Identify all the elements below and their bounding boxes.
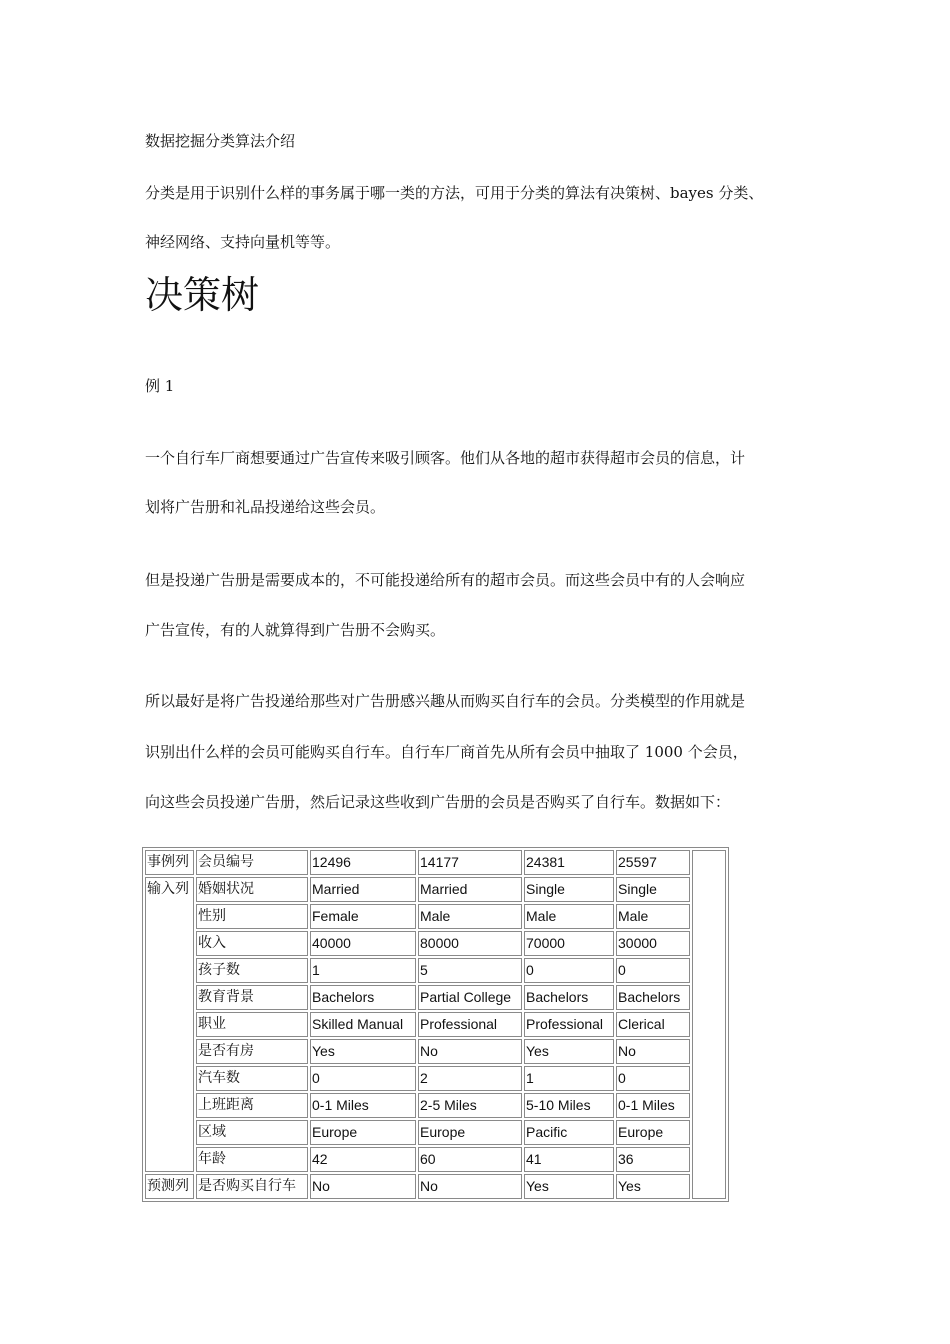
example-label: 例 1	[145, 377, 175, 395]
member-value-cell: Single	[616, 877, 690, 902]
member-value-cell: No	[310, 1174, 416, 1199]
table-row	[145, 1066, 726, 1091]
table-row	[145, 1174, 726, 1199]
table-row	[145, 958, 726, 983]
paragraph-3-line-1: 所以最好是将广告投递给那些对广告册感兴趣从而购买自行车的会员。分类模型的作用就是	[145, 692, 746, 710]
paragraph-2-line-1: 但是投递广告册是需要成本的，不可能投递给所有的超市会员。而这些会员中有的人会响应	[145, 571, 746, 589]
table-row	[145, 1093, 726, 1118]
member-value-cell: Single	[524, 877, 614, 902]
member-value-cell: 0	[524, 958, 614, 983]
paragraph-3-line-2: 识别出什么样的会员可能购买自行车。自行车厂商首先从所有会员中抽取了 1000 个会员，	[145, 743, 748, 761]
member-value-cell: Europe	[418, 1120, 522, 1145]
column-role-cell: 事例列	[145, 850, 194, 875]
paragraph-2-line-2: 广告宣传，有的人就算得到广告册不会购买。	[145, 621, 446, 639]
member-value-cell: Pacific	[524, 1120, 614, 1145]
table-row	[145, 1012, 726, 1037]
attribute-name-cell: 教育背景	[196, 985, 308, 1010]
member-value-cell: 12496	[310, 850, 416, 875]
member-value-cell: 40000	[310, 931, 416, 956]
member-value-cell: Married	[418, 877, 522, 902]
table-row	[145, 850, 726, 875]
table-row	[145, 931, 726, 956]
member-value-cell: Clerical	[616, 1012, 690, 1037]
section-heading: 决策树	[145, 273, 260, 317]
member-value-cell: Male	[418, 904, 522, 929]
member-value-cell: Yes	[524, 1174, 614, 1199]
column-role-cell: 预测列	[145, 1174, 194, 1199]
table-body	[145, 850, 726, 1199]
member-value-cell: 36	[616, 1147, 690, 1172]
member-value-cell: 1	[310, 958, 416, 983]
member-value-cell: No	[616, 1039, 690, 1064]
empty-column-cell	[692, 850, 726, 1199]
document-title: 数据挖掘分类算法介绍	[145, 132, 296, 150]
member-value-cell: 1	[524, 1066, 614, 1091]
attribute-name-cell: 性别	[196, 904, 308, 929]
member-value-cell: Yes	[616, 1174, 690, 1199]
member-value-cell: 5	[418, 958, 522, 983]
attribute-name-cell: 职业	[196, 1012, 308, 1037]
paragraph-1-line-2: 划将广告册和礼品投递给这些会员。	[145, 498, 386, 516]
member-value-cell: 0	[310, 1066, 416, 1091]
attribute-name-cell: 会员编号	[196, 850, 308, 875]
member-value-cell: Yes	[524, 1039, 614, 1064]
member-value-cell: Professional	[418, 1012, 522, 1037]
member-value-cell: 30000	[616, 931, 690, 956]
table-row	[145, 1120, 726, 1145]
attribute-name-cell: 年龄	[196, 1147, 308, 1172]
member-value-cell: Male	[524, 904, 614, 929]
member-value-cell: 0-1 Miles	[616, 1093, 690, 1118]
member-value-cell: No	[418, 1039, 522, 1064]
member-data-table	[142, 847, 729, 1202]
member-value-cell: 80000	[418, 931, 522, 956]
member-value-cell: 2	[418, 1066, 522, 1091]
member-value-cell: Male	[616, 904, 690, 929]
intro-line-1: 分类是用于识别什么样的事务属于哪一类的方法，可用于分类的算法有决策树、bayes 分类、	[145, 184, 764, 202]
table-row	[145, 985, 726, 1010]
member-value-cell: 2-5 Miles	[418, 1093, 522, 1118]
member-value-cell: 70000	[524, 931, 614, 956]
member-value-cell: 42	[310, 1147, 416, 1172]
column-role-cell: 输入列	[145, 877, 194, 1172]
member-value-cell: Female	[310, 904, 416, 929]
member-value-cell: 60	[418, 1147, 522, 1172]
member-value-cell: Europe	[310, 1120, 416, 1145]
table-row	[145, 877, 726, 902]
member-value-cell: Bachelors	[524, 985, 614, 1010]
attribute-name-cell: 汽车数	[196, 1066, 308, 1091]
member-value-cell: Skilled Manual	[310, 1012, 416, 1037]
member-value-cell: 0	[616, 958, 690, 983]
member-value-cell: 14177	[418, 850, 522, 875]
member-value-cell: Partial College	[418, 985, 522, 1010]
member-value-cell: 0-1 Miles	[310, 1093, 416, 1118]
member-value-cell: 24381	[524, 850, 614, 875]
attribute-name-cell: 上班距离	[196, 1093, 308, 1118]
member-value-cell: 41	[524, 1147, 614, 1172]
member-value-cell: Bachelors	[310, 985, 416, 1010]
member-value-cell: 25597	[616, 850, 690, 875]
attribute-name-cell: 区域	[196, 1120, 308, 1145]
member-value-cell: Married	[310, 877, 416, 902]
member-value-cell: Yes	[310, 1039, 416, 1064]
member-value-cell: Bachelors	[616, 985, 690, 1010]
paragraph-1-line-1: 一个自行车厂商想要通过广告宣传来吸引顾客。他们从各地的超市获得超市会员的信息，计	[145, 449, 746, 467]
attribute-name-cell: 是否购买自行车	[196, 1174, 308, 1199]
table-row	[145, 1039, 726, 1064]
intro-line-2: 神经网络、支持向量机等等。	[145, 233, 341, 251]
member-value-cell: 0	[616, 1066, 690, 1091]
attribute-name-cell: 婚姻状况	[196, 877, 308, 902]
member-value-cell: 5-10 Miles	[524, 1093, 614, 1118]
paragraph-3-line-3: 向这些会员投递广告册，然后记录这些收到广告册的会员是否购买了自行车。数据如下：	[145, 793, 731, 811]
table-row	[145, 904, 726, 929]
member-value-cell: No	[418, 1174, 522, 1199]
attribute-name-cell: 收入	[196, 931, 308, 956]
member-value-cell: Europe	[616, 1120, 690, 1145]
attribute-name-cell: 是否有房	[196, 1039, 308, 1064]
table-row	[145, 1147, 726, 1172]
attribute-name-cell: 孩子数	[196, 958, 308, 983]
member-value-cell: Professional	[524, 1012, 614, 1037]
